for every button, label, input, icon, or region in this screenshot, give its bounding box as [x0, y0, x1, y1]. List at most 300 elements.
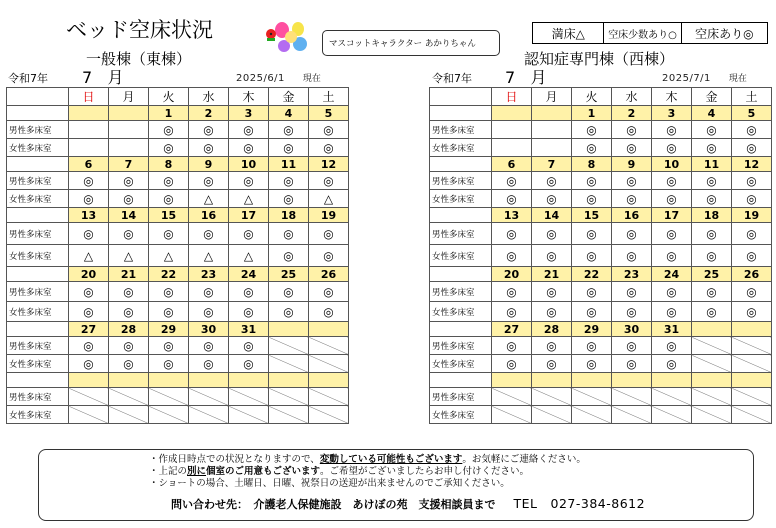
date-cell — [309, 322, 349, 337]
date-cell — [652, 373, 692, 388]
mascot-flower-icon — [262, 20, 318, 54]
date-cell — [69, 373, 109, 388]
availability-cell: ◎ — [189, 223, 229, 245]
contact-info: 問い合わせ先： 介護老人保健施設 あけぼの苑 支援相談員まで TEL 027-384-8612 — [171, 496, 646, 511]
date-row-label — [430, 157, 492, 172]
availability-cell: ◎ — [149, 355, 189, 373]
availability-cell: ◎ — [652, 245, 692, 267]
availability-cell: ◎ — [229, 282, 269, 302]
era-west: 令和7年 — [432, 72, 472, 85]
room-label-male: 男性多床室 — [7, 388, 69, 406]
availability-cell: ◎ — [492, 302, 532, 322]
availability-cell — [109, 406, 149, 424]
availability-cell: ◎ — [532, 190, 572, 208]
availability-cell: ◎ — [109, 190, 149, 208]
date-cell: 12 — [732, 157, 772, 172]
date-row-label — [430, 322, 492, 337]
date-cell — [692, 373, 732, 388]
room-label-male: 男性多床室 — [7, 121, 69, 139]
availability-cell: ◎ — [269, 223, 309, 245]
date-cell: 27 — [492, 322, 532, 337]
availability-cell — [692, 406, 732, 424]
availability-cell: ◎ — [692, 172, 732, 190]
date-cell — [732, 373, 772, 388]
availability-cell: ◎ — [229, 121, 269, 139]
availability-cell: ◎ — [69, 172, 109, 190]
availability-cell: ◎ — [189, 337, 229, 355]
availability-cell: ◎ — [612, 121, 652, 139]
availability-cell: ◎ — [612, 139, 652, 157]
date-cell: 1 — [149, 106, 189, 121]
as-of-west: 2025/7/1 現在 — [662, 73, 747, 84]
date-cell: 22 — [572, 267, 612, 282]
weekday-header: 水 — [612, 88, 652, 106]
availability-cell — [149, 406, 189, 424]
room-label-female: 女性多床室 — [430, 302, 492, 322]
weekday-header: 火 — [572, 88, 612, 106]
availability-cell: ◎ — [492, 282, 532, 302]
date-cell: 6 — [69, 157, 109, 172]
date-cell — [732, 322, 772, 337]
date-cell: 18 — [269, 208, 309, 223]
availability-cell — [69, 139, 109, 157]
availability-cell: ◎ — [532, 302, 572, 322]
date-cell: 2 — [612, 106, 652, 121]
availability-cell — [229, 388, 269, 406]
date-cell — [149, 373, 189, 388]
room-label-female: 女性多床室 — [430, 406, 492, 424]
availability-cell: ◎ — [229, 302, 269, 322]
availability-cell: △ — [189, 190, 229, 208]
availability-cell — [732, 388, 772, 406]
availability-cell: △ — [149, 245, 189, 267]
availability-cell: ◎ — [492, 337, 532, 355]
date-cell: 11 — [692, 157, 732, 172]
date-row-label — [7, 208, 69, 223]
availability-cell — [572, 388, 612, 406]
date-cell: 9 — [189, 157, 229, 172]
availability-cell: ◎ — [572, 172, 612, 190]
date-cell: 29 — [572, 322, 612, 337]
availability-cell — [612, 388, 652, 406]
date-cell: 8 — [572, 157, 612, 172]
availability-cell: ◎ — [109, 172, 149, 190]
availability-cell — [732, 406, 772, 424]
availability-cell: ◎ — [652, 355, 692, 373]
availability-cell: ◎ — [532, 245, 572, 267]
availability-cell — [732, 337, 772, 355]
availability-cell: ◎ — [189, 139, 229, 157]
availability-cell: ◎ — [69, 337, 109, 355]
date-cell: 17 — [229, 208, 269, 223]
date-cell: 1 — [572, 106, 612, 121]
weekday-header: 月 — [532, 88, 572, 106]
availability-cell: ◎ — [692, 139, 732, 157]
availability-cell: ◎ — [269, 172, 309, 190]
availability-cell — [492, 388, 532, 406]
availability-cell: ◎ — [572, 282, 612, 302]
availability-cell: ◎ — [732, 172, 772, 190]
availability-cell: ◎ — [652, 121, 692, 139]
date-cell: 5 — [309, 106, 349, 121]
availability-cell: ◎ — [229, 172, 269, 190]
availability-cell: ◎ — [69, 355, 109, 373]
availability-cell: ◎ — [149, 337, 189, 355]
weekday-header: 月 — [109, 88, 149, 106]
date-cell: 8 — [149, 157, 189, 172]
availability-cell: ◎ — [532, 355, 572, 373]
date-cell: 4 — [269, 106, 309, 121]
availability-cell — [692, 388, 732, 406]
date-cell — [692, 322, 732, 337]
notice-line-3: ・ショートの場合、土曜日、日曜、祝祭日の送迎が出来ませんのでご承知ください。 — [149, 478, 510, 489]
availability-cell — [532, 388, 572, 406]
availability-cell — [492, 406, 532, 424]
availability-cell: ◎ — [732, 223, 772, 245]
availability-cell: ◎ — [612, 302, 652, 322]
date-cell: 16 — [612, 208, 652, 223]
availability-cell: ◎ — [229, 139, 269, 157]
availability-cell: △ — [109, 245, 149, 267]
room-label-male: 男性多床室 — [430, 388, 492, 406]
availability-cell: △ — [229, 190, 269, 208]
availability-cell: ◎ — [532, 337, 572, 355]
date-cell: 10 — [229, 157, 269, 172]
room-label-male: 男性多床室 — [430, 172, 492, 190]
date-cell: 29 — [149, 322, 189, 337]
availability-cell: ◎ — [612, 223, 652, 245]
weekday-header: 日 — [492, 88, 532, 106]
weekday-header: 火 — [149, 88, 189, 106]
date-cell: 26 — [732, 267, 772, 282]
availability-cell: ◎ — [149, 121, 189, 139]
availability-cell: ◎ — [269, 139, 309, 157]
date-cell — [109, 373, 149, 388]
availability-cell: △ — [309, 190, 349, 208]
date-cell: 31 — [229, 322, 269, 337]
date-cell: 18 — [692, 208, 732, 223]
availability-cell — [69, 388, 109, 406]
availability-cell: ◎ — [69, 223, 109, 245]
date-cell: 20 — [492, 267, 532, 282]
date-cell: 22 — [149, 267, 189, 282]
availability-cell: ◎ — [572, 355, 612, 373]
date-cell: 30 — [189, 322, 229, 337]
availability-cell: ◎ — [692, 121, 732, 139]
availability-cell — [269, 388, 309, 406]
availability-cell: ◎ — [692, 190, 732, 208]
legend — [532, 22, 768, 44]
date-row-label — [7, 157, 69, 172]
availability-cell: ◎ — [572, 245, 612, 267]
weekday-header: 金 — [692, 88, 732, 106]
date-row-label — [430, 267, 492, 282]
availability-cell — [309, 388, 349, 406]
weekday-header: 木 — [229, 88, 269, 106]
calendar-west — [429, 87, 772, 424]
availability-cell — [732, 355, 772, 373]
room-label-male: 男性多床室 — [7, 223, 69, 245]
date-cell: 6 — [492, 157, 532, 172]
header-blank — [7, 88, 69, 106]
date-cell: 17 — [652, 208, 692, 223]
availability-cell: ◎ — [572, 190, 612, 208]
contact-tel: TEL 027-384-8612 — [513, 496, 646, 511]
availability-cell — [69, 406, 109, 424]
date-row-label — [7, 106, 69, 121]
date-cell: 30 — [612, 322, 652, 337]
availability-cell: ◎ — [189, 302, 229, 322]
availability-cell — [309, 337, 349, 355]
availability-cell — [109, 139, 149, 157]
availability-cell: ◎ — [652, 282, 692, 302]
date-cell: 7 — [532, 157, 572, 172]
weekday-header: 土 — [309, 88, 349, 106]
availability-cell: ◎ — [149, 302, 189, 322]
date-cell: 3 — [229, 106, 269, 121]
date-cell: 28 — [109, 322, 149, 337]
availability-cell: ◎ — [189, 282, 229, 302]
availability-cell: ◎ — [692, 245, 732, 267]
date-cell: 15 — [149, 208, 189, 223]
availability-cell — [69, 121, 109, 139]
availability-cell: ◎ — [652, 139, 692, 157]
date-cell: 16 — [189, 208, 229, 223]
availability-cell: ◎ — [109, 302, 149, 322]
availability-cell — [229, 406, 269, 424]
availability-cell: ◎ — [572, 223, 612, 245]
availability-cell: ◎ — [492, 355, 532, 373]
date-cell — [69, 106, 109, 121]
date-cell — [269, 322, 309, 337]
availability-cell: ◎ — [532, 282, 572, 302]
availability-cell: ◎ — [189, 172, 229, 190]
room-label-female: 女性多床室 — [7, 302, 69, 322]
availability-cell: ◎ — [492, 245, 532, 267]
availability-cell — [189, 406, 229, 424]
availability-cell: ◎ — [492, 223, 532, 245]
availability-cell — [532, 406, 572, 424]
date-cell — [612, 373, 652, 388]
date-cell — [309, 373, 349, 388]
ward-name-west: 認知症専門棟（西棟） — [524, 50, 675, 68]
availability-cell: ◎ — [532, 172, 572, 190]
date-row-label — [430, 208, 492, 223]
availability-cell: ◎ — [109, 337, 149, 355]
date-cell — [492, 106, 532, 121]
date-cell: 24 — [652, 267, 692, 282]
availability-cell: ◎ — [269, 190, 309, 208]
availability-cell: ◎ — [189, 355, 229, 373]
availability-cell: ◎ — [652, 190, 692, 208]
availability-cell: ◎ — [109, 223, 149, 245]
date-cell: 13 — [492, 208, 532, 223]
date-cell: 20 — [69, 267, 109, 282]
availability-cell — [309, 406, 349, 424]
availability-cell: ◎ — [309, 121, 349, 139]
legend-vacancies: 空床あり◎ — [695, 26, 754, 41]
availability-cell: △ — [189, 245, 229, 267]
availability-cell: ◎ — [309, 223, 349, 245]
availability-cell: ◎ — [732, 139, 772, 157]
availability-cell: ◎ — [69, 302, 109, 322]
availability-cell: ◎ — [229, 223, 269, 245]
availability-cell — [269, 355, 309, 373]
availability-cell: ◎ — [309, 139, 349, 157]
room-label-female: 女性多床室 — [430, 355, 492, 373]
weekday-header: 金 — [269, 88, 309, 106]
room-label-male: 男性多床室 — [7, 172, 69, 190]
date-cell: 15 — [572, 208, 612, 223]
date-cell: 23 — [189, 267, 229, 282]
room-label-female: 女性多床室 — [7, 245, 69, 267]
ward-name-east: 一般棟（東棟） — [86, 50, 192, 68]
availability-cell — [612, 406, 652, 424]
availability-cell: ◎ — [309, 245, 349, 267]
availability-cell: ◎ — [149, 190, 189, 208]
page-title: ベッド空床状況 — [66, 18, 213, 42]
availability-cell: ◎ — [612, 337, 652, 355]
date-cell — [229, 373, 269, 388]
as-of-east: 2025/6/1 現在 — [236, 73, 321, 84]
availability-cell: ◎ — [149, 282, 189, 302]
date-cell: 11 — [269, 157, 309, 172]
date-cell: 9 — [612, 157, 652, 172]
availability-cell: ◎ — [492, 190, 532, 208]
date-cell: 7 — [109, 157, 149, 172]
date-row-label — [7, 322, 69, 337]
availability-cell: ◎ — [269, 302, 309, 322]
room-label-female: 女性多床室 — [430, 245, 492, 267]
date-cell: 23 — [612, 267, 652, 282]
availability-cell — [269, 337, 309, 355]
date-cell: 2 — [189, 106, 229, 121]
room-label-male: 男性多床室 — [430, 337, 492, 355]
availability-cell — [492, 121, 532, 139]
notice-box — [38, 449, 754, 521]
notice-line-1: ・作成日時点での状況となりますので、変動している可能性もございます。お気軽にご連絡ください。 — [149, 454, 586, 465]
room-label-female: 女性多床室 — [7, 355, 69, 373]
availability-cell: ◎ — [572, 337, 612, 355]
availability-cell — [572, 406, 612, 424]
room-label-female: 女性多床室 — [7, 190, 69, 208]
availability-cell: ◎ — [69, 190, 109, 208]
calendar-east — [6, 87, 349, 424]
availability-cell: ◎ — [309, 302, 349, 322]
availability-cell: ◎ — [269, 245, 309, 267]
date-cell — [572, 373, 612, 388]
availability-cell: ◎ — [572, 302, 612, 322]
availability-cell: ◎ — [612, 355, 652, 373]
month-east: 7 月 — [82, 68, 124, 87]
availability-cell: ◎ — [732, 282, 772, 302]
date-cell: 21 — [532, 267, 572, 282]
date-cell: 13 — [69, 208, 109, 223]
date-cell: 14 — [532, 208, 572, 223]
room-label-female: 女性多床室 — [430, 190, 492, 208]
availability-cell — [652, 406, 692, 424]
date-cell: 25 — [692, 267, 732, 282]
date-cell: 10 — [652, 157, 692, 172]
room-label-female: 女性多床室 — [7, 139, 69, 157]
date-cell: 28 — [532, 322, 572, 337]
availability-cell: ◎ — [612, 190, 652, 208]
availability-cell — [109, 121, 149, 139]
date-cell: 19 — [732, 208, 772, 223]
availability-cell — [189, 388, 229, 406]
date-cell: 19 — [309, 208, 349, 223]
availability-cell: ◎ — [532, 223, 572, 245]
availability-cell — [309, 355, 349, 373]
availability-cell: ◎ — [149, 139, 189, 157]
date-cell: 5 — [732, 106, 772, 121]
weekday-header: 水 — [189, 88, 229, 106]
date-cell: 21 — [109, 267, 149, 282]
availability-cell — [652, 388, 692, 406]
availability-cell: ◎ — [189, 121, 229, 139]
header-blank — [430, 88, 492, 106]
date-cell — [269, 373, 309, 388]
availability-cell: ◎ — [269, 121, 309, 139]
availability-cell: ◎ — [612, 245, 652, 267]
legend-full: 満床△ — [533, 23, 604, 43]
date-row-label — [430, 106, 492, 121]
date-cell: 3 — [652, 106, 692, 121]
availability-cell — [532, 121, 572, 139]
mascot-label-box: マスコットキャラクター あかりちゃん — [322, 30, 500, 56]
notice-line-2: ・上記の別に個室のご用意もございます。ご希望がございましたらお申し付けください。 — [149, 466, 530, 477]
availability-cell: ◎ — [612, 282, 652, 302]
date-cell: 24 — [229, 267, 269, 282]
date-cell: 12 — [309, 157, 349, 172]
date-cell: 26 — [309, 267, 349, 282]
room-label-female: 女性多床室 — [7, 406, 69, 424]
availability-cell: ◎ — [692, 223, 732, 245]
availability-cell: ◎ — [492, 172, 532, 190]
availability-cell: ◎ — [229, 337, 269, 355]
availability-cell — [492, 139, 532, 157]
date-cell — [492, 373, 532, 388]
availability-cell: ◎ — [269, 282, 309, 302]
availability-cell: △ — [69, 245, 109, 267]
availability-cell — [692, 355, 732, 373]
date-row-label — [430, 373, 492, 388]
room-label-male: 男性多床室 — [7, 337, 69, 355]
room-label-male: 男性多床室 — [430, 223, 492, 245]
weekday-header: 木 — [652, 88, 692, 106]
availability-cell — [532, 139, 572, 157]
legend-few-vacancies: 空床少数あり○ — [604, 23, 681, 43]
date-cell: 14 — [109, 208, 149, 223]
availability-cell: ◎ — [572, 139, 612, 157]
weekday-header: 土 — [732, 88, 772, 106]
availability-cell: ◎ — [309, 282, 349, 302]
availability-cell: ◎ — [732, 190, 772, 208]
availability-cell: ◎ — [69, 282, 109, 302]
date-cell: 31 — [652, 322, 692, 337]
date-cell: 4 — [692, 106, 732, 121]
availability-cell — [692, 337, 732, 355]
availability-cell: ◎ — [732, 245, 772, 267]
availability-cell: ◎ — [652, 223, 692, 245]
availability-cell: ◎ — [229, 355, 269, 373]
date-row-label — [7, 373, 69, 388]
room-label-male: 男性多床室 — [430, 121, 492, 139]
room-label-female: 女性多床室 — [430, 139, 492, 157]
availability-cell: ◎ — [652, 337, 692, 355]
availability-cell: ◎ — [652, 302, 692, 322]
availability-cell: ◎ — [732, 302, 772, 322]
